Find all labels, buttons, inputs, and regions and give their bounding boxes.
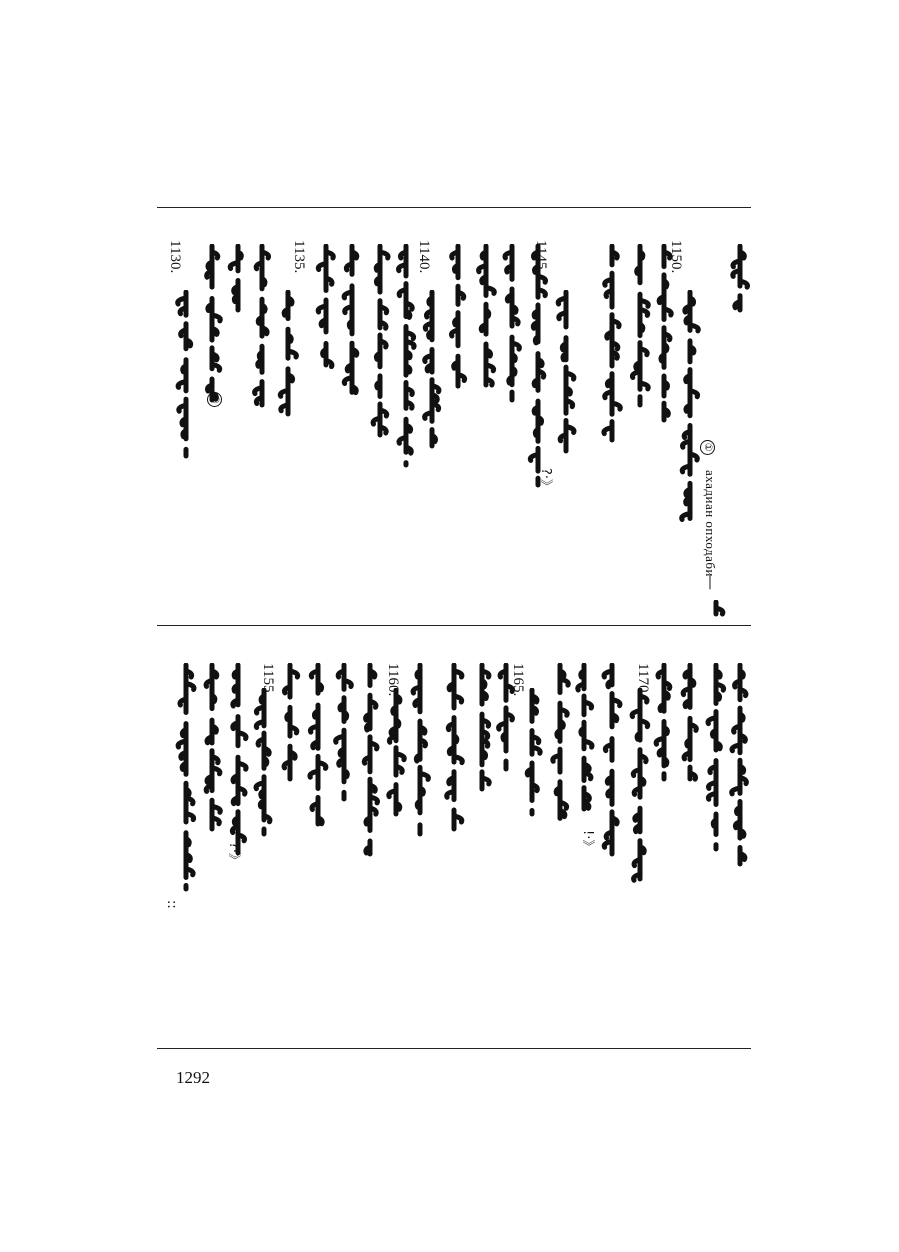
header-footnote-marker: ①: [700, 440, 716, 455]
script-strokes: [425, 292, 439, 446]
upper-script-column-8: [525, 244, 551, 489]
script-strokes: [413, 665, 428, 834]
lower-script-column-5: [627, 688, 653, 883]
upper-script-column-13: [393, 244, 419, 469]
script-strokes: [482, 665, 489, 789]
script-strokes: [682, 292, 698, 520]
lower-script-column-6: [599, 663, 625, 858]
upper-script-column-6: [599, 244, 625, 444]
script-strokes: [659, 246, 671, 420]
script-strokes: [230, 246, 241, 310]
script-strokes: [530, 246, 545, 485]
script-strokes: [683, 665, 696, 779]
line-number-1130: 1130.: [167, 240, 183, 274]
script-strokes: [578, 665, 592, 809]
bottom-rule: [157, 1048, 751, 1049]
script-strokes: [447, 665, 463, 829]
script-strokes: [256, 690, 270, 834]
lower-script-column-20: [225, 663, 251, 858]
lower-script-column-1: [727, 663, 753, 868]
script-strokes: [499, 665, 513, 769]
script-strokes: [255, 246, 269, 405]
script-strokes: [505, 246, 519, 400]
script-strokes: [604, 246, 620, 440]
lower-script-column-9: [519, 688, 545, 818]
lower-script-column-8: [547, 663, 573, 828]
script-strokes: [479, 246, 495, 385]
script-strokes: [732, 665, 747, 864]
line-number-1145: 1145.: [533, 240, 549, 274]
line-number-1160: 1160.: [385, 663, 401, 697]
lower-script-column-3: [677, 663, 703, 783]
script-strokes: [232, 665, 246, 853]
exclaim-close-1165: !·》: [580, 830, 595, 853]
script-strokes: [178, 665, 194, 889]
upper-script-column-1: [727, 244, 753, 314]
script-strokes: [373, 246, 388, 435]
script-strokes: [716, 602, 723, 614]
script-strokes: [280, 292, 296, 414]
script-strokes: [632, 690, 648, 880]
upper-script-column-2: [703, 600, 729, 618]
upper-script-column-18: [249, 244, 275, 409]
upper-script-column-11: [445, 244, 471, 394]
script-strokes: [336, 665, 352, 799]
upper-script-column-9: [499, 244, 525, 404]
script-strokes: [632, 246, 648, 405]
script-strokes: [452, 246, 465, 386]
upper-script-column-10: [473, 244, 499, 389]
middle-rule: [157, 625, 751, 626]
script-strokes: [364, 665, 377, 854]
upper-script-column-21: [173, 290, 199, 460]
lower-script-column-2: [703, 663, 729, 853]
question-close-1155: ?·》: [226, 842, 241, 867]
script-strokes: [284, 665, 298, 779]
line-number-1150: 1150.: [668, 240, 684, 274]
footnote-ref-1130: ①: [207, 392, 222, 407]
colon-end-1155: ::: [164, 900, 179, 909]
upper-script-column-17: [275, 290, 301, 420]
upper-script-column-19: [225, 244, 251, 314]
script-strokes: [553, 665, 568, 818]
upper-script-column-14: [367, 244, 393, 439]
lower-script-column-4: [651, 663, 677, 783]
script-strokes: [708, 665, 724, 849]
lower-script-column-7: [571, 663, 597, 813]
lower-script-column-12: [441, 663, 467, 833]
script-strokes: [733, 246, 748, 310]
lower-script-column-21: [199, 663, 225, 833]
lower-script-column-15: [357, 663, 383, 858]
script-strokes: [527, 690, 540, 814]
lower-script-column-11: [469, 663, 495, 793]
script-strokes: [389, 690, 404, 814]
script-strokes: [206, 665, 220, 829]
lower-script-column-18: [277, 663, 303, 783]
script-strokes: [344, 246, 357, 393]
line-number-1135: 1135.: [291, 240, 307, 274]
script-strokes: [656, 665, 670, 779]
line-number-1155: 1155.: [260, 663, 276, 697]
page-number: 1292: [176, 1068, 210, 1087]
upper-script-column-12: [419, 290, 445, 450]
lower-script-column-14: [383, 688, 409, 818]
lower-script-column-19: [251, 688, 277, 838]
line-number-1170: 1170.: [635, 663, 651, 697]
lower-script-column-13: [407, 663, 433, 838]
header-dash: —: [702, 575, 720, 590]
upper-script-column-4: [651, 244, 677, 424]
lower-script-column-10: [493, 663, 519, 773]
line-number-1140: 1140.: [416, 240, 432, 274]
lower-script-column-22: [173, 663, 199, 893]
script-strokes: [604, 665, 620, 854]
upper-script-column-5: [627, 244, 653, 409]
script-strokes: [207, 246, 221, 400]
upper-script-column-7: [553, 290, 579, 455]
question-close-1145: ?·》: [538, 468, 553, 493]
script-strokes: [558, 292, 574, 451]
line-number-1165: 1165.: [510, 663, 526, 697]
script-strokes: [178, 292, 191, 456]
header-transliteration: ахадиан опходаби: [703, 470, 718, 577]
lower-script-column-17: [305, 663, 331, 828]
upper-script-column-3: [677, 290, 703, 525]
script-strokes: [310, 665, 326, 824]
script-strokes: [318, 246, 333, 367]
script-strokes: [399, 246, 415, 465]
upper-script-column-15: [339, 244, 365, 404]
upper-script-column-16: [313, 244, 339, 369]
top-rule: [157, 207, 751, 208]
lower-script-column-16: [331, 663, 357, 803]
upper-script-column-20: [199, 244, 225, 404]
